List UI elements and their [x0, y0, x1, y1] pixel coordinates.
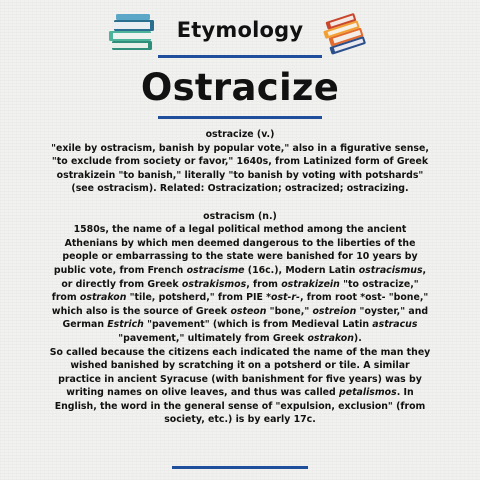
text-run: So called because the citizens each indicated the name of the man they wished banished by scratching it on a potsherd or tile. A similar practice in ancient Syracuse (with banishment for five years) was by writing names on olive leaves, and thus was called — [49, 346, 431, 399]
italic-term: ostracisme — [186, 264, 245, 276]
text-run: (16c.), Modern Latin — [244, 264, 359, 276]
divider-top — [158, 55, 322, 58]
entry-spacer — [48, 196, 432, 210]
italic-term: ostreion — [312, 305, 357, 317]
entry-body — [48, 142, 432, 196]
text-run: ). — [353, 332, 362, 344]
divider-bottom — [172, 466, 308, 469]
italic-term: ostrakismos — [181, 278, 247, 290]
entry-noun — [48, 210, 432, 428]
italic-term: ostrakon — [79, 292, 127, 304]
text-run: , from — [246, 278, 282, 290]
header — [0, 12, 480, 52]
divider-middle — [158, 116, 322, 119]
text-run: "oyster," and German — [62, 305, 429, 331]
text-run: "exile by ostracism, banish by popular vote," also in a figurative sense, "to exclude from society or favor," 1640s, from Latinized form of Greek ostrakizein "to banish," literally "to banish by voting with potshards" (see ostracism). Related: Ostracization; ostracized; ostracizing. — [51, 142, 429, 195]
text-run: , or directly from Greek — [61, 264, 427, 290]
text-run: "pavement" (which is from Medieval Latin — [143, 319, 373, 331]
entry-verb — [48, 128, 432, 196]
books-stack-icon — [322, 12, 366, 56]
italic-term: *ost-r- — [266, 292, 300, 304]
text-run: "to ostracize," from — [51, 278, 419, 304]
entry-heading: ostracize (v.) — [205, 129, 275, 140]
site-title: Etymology — [176, 18, 304, 42]
italic-term: ostrakon — [307, 332, 354, 344]
word-title: Ostracize — [140, 66, 340, 109]
entry-body — [48, 223, 432, 345]
text-run: 1580s, the name of a legal political method among the ancient Athenians by which men deemed dangerous to the liberties of the people or embarrassing to the state were banished for 10 years by public vote, from French — [53, 224, 418, 276]
entry-heading: ostracism (n.) — [203, 210, 277, 222]
italic-term: ostracismus — [358, 264, 423, 276]
italic-term: osteon — [230, 305, 267, 317]
entries — [48, 128, 432, 427]
italic-term: ostrakizein — [281, 278, 340, 290]
italic-term: astracus — [372, 319, 418, 331]
text-run: . In English, the word in the general sense of "expulsion, exclusion" (from society, etc.) is by early 17c. — [54, 387, 426, 426]
text-run: , from root *ost- "bone," which also is the source of Greek — [51, 292, 429, 317]
entry-body-continued — [48, 346, 432, 428]
italic-term: petalismos — [339, 387, 397, 399]
italic-term: Estrich — [107, 319, 144, 331]
text-run: "bone," — [266, 305, 313, 317]
text-run: "pavement," ultimately from Greek — [118, 332, 308, 344]
text-run: "tile, potsherd," from PIE — [126, 292, 267, 304]
